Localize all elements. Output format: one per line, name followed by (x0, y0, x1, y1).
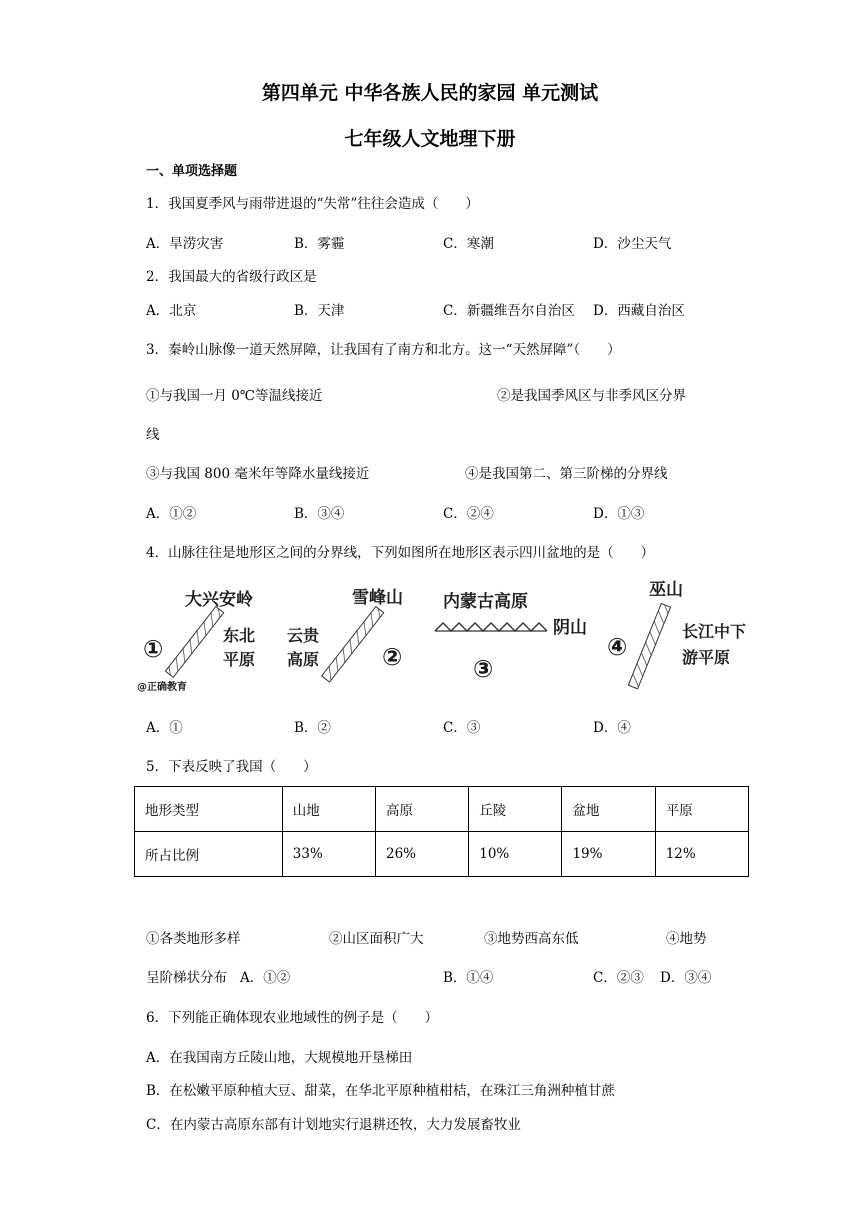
q5-stem: 5．下表反映了我国（ ） (146, 759, 317, 775)
q5-option-c: C．②③ (593, 970, 644, 986)
watermark: @正确教育 (137, 682, 187, 693)
q4-stem: 4．山脉往往是地形区之间的分界线，下列如图所在地形区表示四川盆地的是（ ） (146, 545, 655, 561)
q1-option-b: B．雾霾 (294, 236, 345, 252)
mountain-range-symbol-1 (165, 607, 223, 678)
mountain-range-symbol-2 (322, 607, 384, 683)
table-cell: 丘陵 (469, 787, 562, 832)
q3-stem: 3．秦岭山脉像一道天然屏障，让我国有了南方和北方。这一“天然屏障”（ ） (146, 342, 621, 358)
table-row (135, 832, 749, 877)
q1-option-a: A．旱涝灾害 (146, 236, 224, 252)
q3-statement-2-cont: 线 (146, 427, 160, 443)
mountain-range-symbol-4 (628, 604, 670, 689)
table-cell: 10% (469, 832, 562, 877)
q3-statement-3: ③与我国 800 毫米年等降水量线接近 (146, 466, 370, 482)
q5-statement-2: ②山区面积广大 (329, 931, 424, 947)
q3-statement-4: ④是我国第二、第三阶梯的分界线 (465, 466, 668, 482)
table-cell: 19% (562, 832, 655, 877)
q1-option-c: C．寒潮 (443, 236, 494, 252)
q5-option-d: D．③④ (660, 970, 712, 986)
q6-stem: 6．下列能正确体现农业地域性的例子是（ ） (146, 1010, 439, 1026)
table-cell: 26% (376, 832, 469, 877)
figure-number-3: ③ (473, 655, 494, 683)
page-subtitle: 七年级人文地理下册 (344, 128, 516, 150)
figure-number-4: ④ (607, 633, 628, 661)
q2-option-b: B．天津 (294, 303, 345, 319)
figure-panel-4 (607, 580, 746, 689)
q2-stem: 2．我国最大的省级行政区是 (146, 269, 317, 285)
mountain-label-wushan: 巫山 (649, 580, 683, 600)
figure-number-2: ② (382, 643, 403, 671)
q5-statement-3: ③地势西高东低 (484, 931, 579, 947)
region-label-neimenggu: 内蒙古高原 (443, 592, 528, 612)
table-cell: 所占比例 (135, 832, 283, 877)
q3-option-b: B．③④ (294, 506, 345, 522)
table-cell: 地形类型 (135, 787, 283, 832)
table-cell: 山地 (282, 787, 375, 832)
q3-option-a: A．①② (146, 506, 197, 522)
q3-option-d: D．①③ (593, 506, 645, 522)
figure-panel-1 (137, 589, 255, 693)
mountain-range-symbol-3 (435, 623, 547, 631)
figure-number-1: ① (143, 635, 164, 663)
q5-statement-4: ④地势 (666, 931, 707, 947)
mountain-label-daxinganling: 大兴安岭 (185, 590, 253, 610)
table-cell: 33% (282, 832, 375, 877)
q1-stem: 1．我国夏季风与雨带进退的“失常”往往会造成（ ） (146, 196, 479, 212)
q6-option-c: C．在内蒙古高原东部有计划地实行退耕还牧，大力发展畜牧业 (146, 1117, 521, 1133)
region-label-yungui-2: 高原 (287, 650, 320, 669)
q6-option-a: A．在我国南方丘陵山地，大规模地开垦梯田 (146, 1050, 413, 1066)
q5-statement-4-cont: 呈阶梯状分布 (146, 970, 227, 986)
region-label-yungui-1: 云贵 (287, 626, 320, 645)
mountain-figure (137, 575, 757, 697)
q4-option-c: C．③ (443, 720, 481, 736)
q5-statement-1: ①各类地形多样 (146, 931, 241, 947)
region-label-dongbei-1: 东北 (223, 626, 256, 645)
figure-panel-3 (435, 591, 587, 683)
q3-option-c: C．②④ (443, 506, 494, 522)
q2-option-d: D．西藏自治区 (593, 303, 685, 319)
q1-option-d: D．沙尘天气 (593, 236, 672, 252)
page-title: 第四单元 中华各族人民的家园 单元测试 (261, 82, 599, 104)
q2-option-c: C．新疆维吾尔自治区 (443, 303, 575, 319)
terrain-table (134, 786, 749, 877)
table-cell: 高原 (376, 787, 469, 832)
q4-option-b: B．② (294, 720, 331, 736)
q4-option-a: A．① (146, 720, 183, 736)
q6-option-b: B．在松嫩平原种植大豆、甜菜，在华北平原种植柑桔，在珠江三角洲种植甘蔗 (146, 1083, 615, 1099)
region-label-changjiang-1: 长江中下 (682, 622, 747, 641)
table-cell: 平原 (655, 787, 748, 832)
table-cell: 盆地 (562, 787, 655, 832)
section-heading: 一、单项选择题 (146, 164, 238, 179)
q5-option-b: B．①④ (443, 970, 494, 986)
q3-statement-2: ②是我国季风区与非季风区分界 (497, 388, 686, 404)
q5-option-a: A．①② (240, 970, 291, 986)
q3-statement-1: ①与我国一月 0℃等温线接近 (146, 388, 323, 404)
region-label-dongbei-2: 平原 (223, 650, 256, 669)
region-label-changjiang-2: 游平原 (682, 648, 731, 667)
q4-option-d: D．④ (593, 720, 631, 736)
mountain-label-yinshan: 阴山 (553, 618, 587, 638)
mountain-label-xuefengshan: 雪峰山 (352, 588, 403, 608)
table-cell: 12% (655, 832, 748, 877)
table-row (135, 787, 749, 832)
q2-option-a: A．北京 (146, 303, 197, 319)
figure-panel-2 (287, 587, 403, 682)
